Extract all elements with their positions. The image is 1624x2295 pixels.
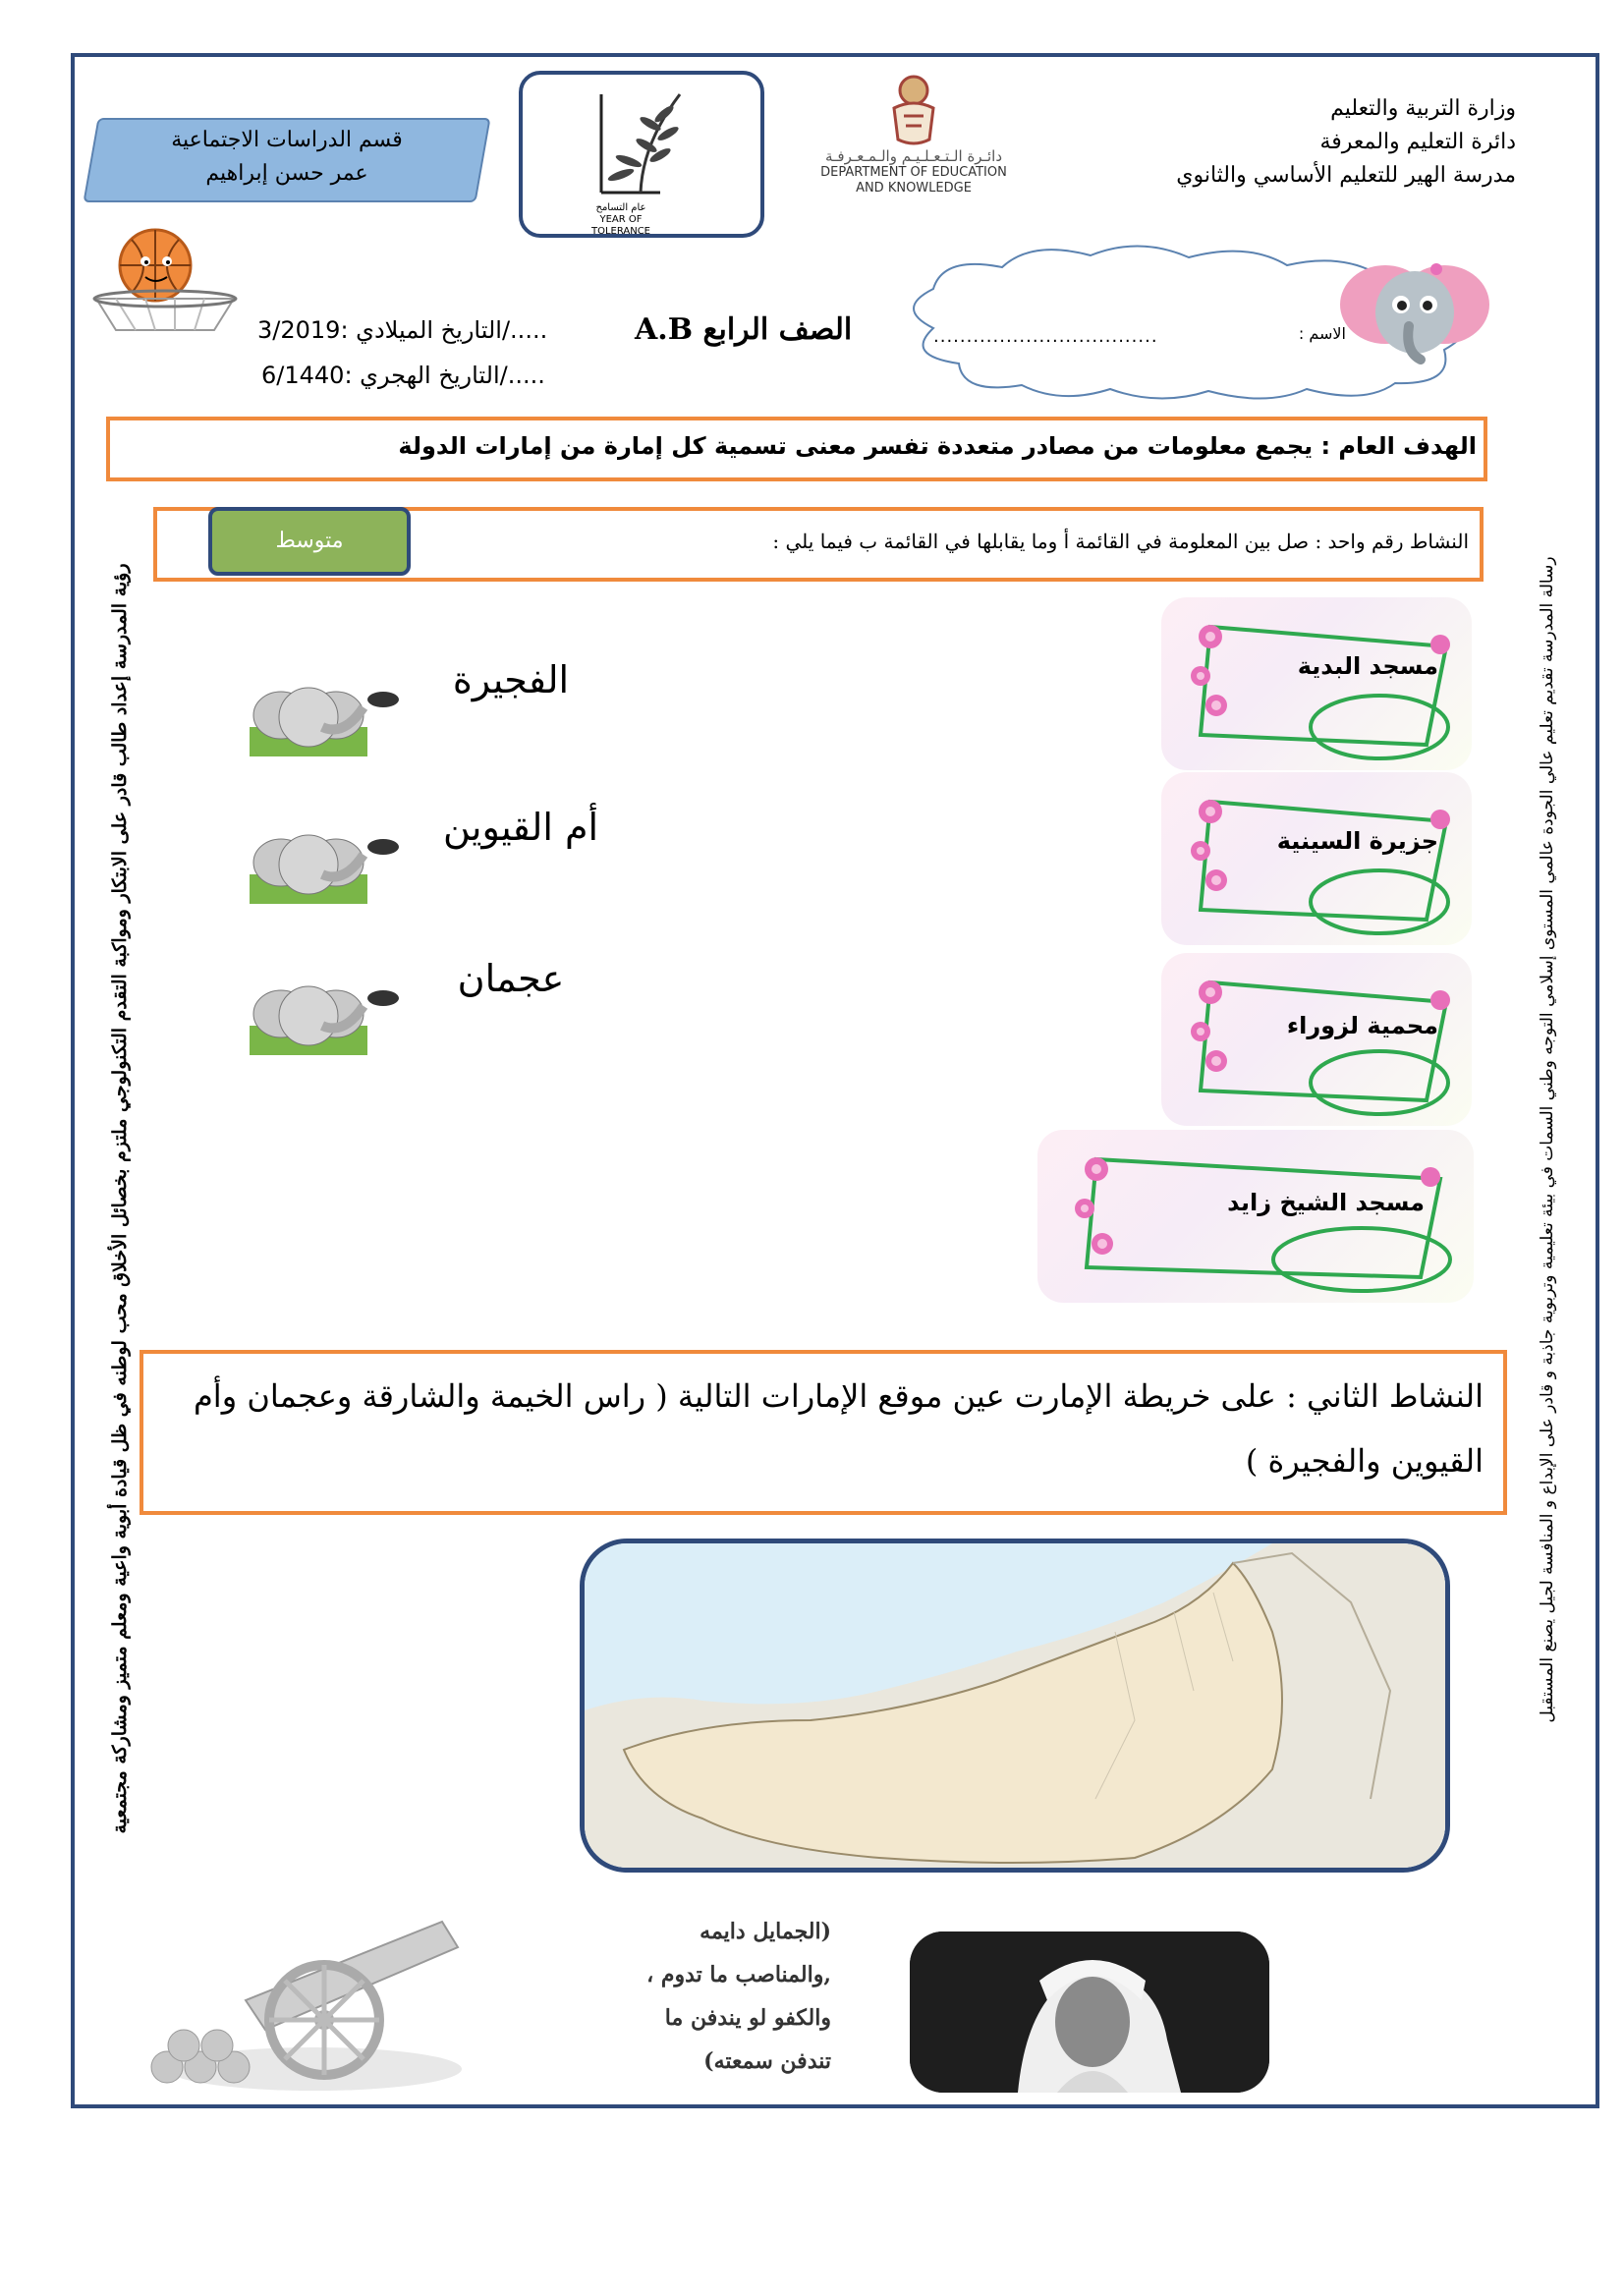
quote-line-4: تندفن سمعته) xyxy=(703,2048,831,2074)
cannon-icon xyxy=(128,1902,472,2099)
ministry-line-2: دائرة التعليم والمعرفة xyxy=(1319,130,1516,154)
ministry-header xyxy=(1005,92,1516,193)
uae-map-shape xyxy=(585,1543,1445,1868)
tolerance-arabic: عام التسامح xyxy=(595,202,646,213)
gregorian-date: التاريخ الميلادي :3/2019/..... xyxy=(257,316,548,344)
general-goal-text: الهدف العام : يجمع معلومات من مصادر متعددة تفسر معنى تسمية كل إمارة من إمارات الدولة xyxy=(398,432,1477,460)
teacher-name: عمر حسن إبراهيم xyxy=(205,161,368,186)
list-b-item-1: الفجيرة xyxy=(452,658,570,701)
list-a-item-4: مسجد الشيخ زايد xyxy=(1227,1189,1425,1216)
school-name: مدرسة الهير للتعليم الأساسي والثانوي xyxy=(1176,163,1516,188)
elephant-icon xyxy=(246,977,413,1055)
grade-label: الصف الرابع A.B xyxy=(635,312,853,347)
portrait-silhouette-icon xyxy=(910,1931,1269,2093)
quote-line-3: والكفو لو يندفن ما xyxy=(664,2005,831,2031)
card-zawraa-reserve xyxy=(1161,953,1472,1126)
sheikh-zayed-portrait xyxy=(910,1931,1269,2093)
list-a-item-2: جزيرة السينية xyxy=(1276,827,1438,855)
activity-two-text xyxy=(177,1364,1484,1493)
tolerance-english: YEAR OF TOLERANCE xyxy=(590,214,651,237)
department-english-1: DEPARTMENT OF EDUCATION xyxy=(820,165,1007,180)
elephant-mascot-icon xyxy=(1326,253,1503,371)
tolerance-caption xyxy=(572,202,670,238)
ministry-line-1: وزارة التربية والتعليم xyxy=(1330,96,1516,121)
list-a-item-1: مسجد البدية xyxy=(1297,652,1438,680)
flower-frame-icon xyxy=(1161,772,1472,945)
flower-frame-icon xyxy=(1161,597,1472,770)
list-a-item-3: محمية لزوراء xyxy=(1286,1012,1438,1039)
quote-line-2: ,والمناصب ما تدوم ، xyxy=(646,1962,831,1987)
social-studies-text xyxy=(90,124,483,191)
name-label: الاسم : xyxy=(1298,324,1346,343)
activity-two-line-1: النشاط الثاني : على خريطة الإمارت عين موقع الإمارات التالية ( راس الخيمة والشارقة وعجمان وأم xyxy=(193,1377,1484,1415)
level-badge: متوسط xyxy=(208,507,411,576)
quote-line-1: (الجمايل دايمه xyxy=(700,1919,831,1944)
activity-two-line-2: القيوين والفجيرة ) xyxy=(1245,1442,1484,1480)
hijri-date: التاريخ الهجري :6/1440/..... xyxy=(261,362,545,389)
school-vision-text xyxy=(106,501,134,1896)
department-logo xyxy=(781,69,1046,196)
activity-one-instruction: النشاط رقم واحد : صل بين المعلومة في القائمة أ وما يقابلها في القائمة ب فيما يلي : xyxy=(772,530,1469,553)
tolerance-logo-box xyxy=(519,71,764,238)
list-b-item-3: عجمان xyxy=(457,957,565,1000)
social-dept-title: قسم الدراسات الاجتماعية xyxy=(171,128,403,152)
elephant-icon xyxy=(246,825,413,904)
school-mission-line: رسالة المدرسة تقديم تعليم عالي الجودة عالمي المستوى إسلامي التوجه وطني السمات في بيئة تعليمية وتربوية جاذبة و قادر على الإبداع و المنافسة لجيل يصنع المستقبل xyxy=(1538,556,1557,1723)
school-mission-text xyxy=(1535,491,1560,1788)
flower-frame-icon xyxy=(1161,953,1472,1126)
falcon-emblem-icon xyxy=(884,69,943,147)
basketball-icon xyxy=(77,224,263,332)
elephant-icon xyxy=(246,678,413,756)
flower-frame-icon xyxy=(1037,1130,1474,1303)
card-badiyah-mosque xyxy=(1161,597,1472,770)
card-zayed-mosque xyxy=(1037,1130,1474,1303)
ghaf-tree-icon xyxy=(582,84,700,202)
uae-map[interactable] xyxy=(580,1539,1450,1873)
list-b-item-2: أم القيوين xyxy=(442,806,599,849)
department-english-2: AND KNOWLEDGE xyxy=(856,181,972,196)
department-arabic: دائـرة الـتـعـلـيـم والـمـعـرفـة xyxy=(825,147,1002,165)
sheikh-zayed-quote xyxy=(527,1910,831,2083)
school-vision-line: رؤية المدرسة إعداد طالب قادر على الابتكار ومواكبة التقدم التكنولوجي ملتزم بخصائل الأخلاق محب لوطنه في ظل قيادة أبوية واعية ومعلم متميز ومشاركة مجتمعية xyxy=(109,563,131,1834)
card-siniyah-island xyxy=(1161,772,1472,945)
name-field[interactable]: .................................. xyxy=(933,326,1158,347)
